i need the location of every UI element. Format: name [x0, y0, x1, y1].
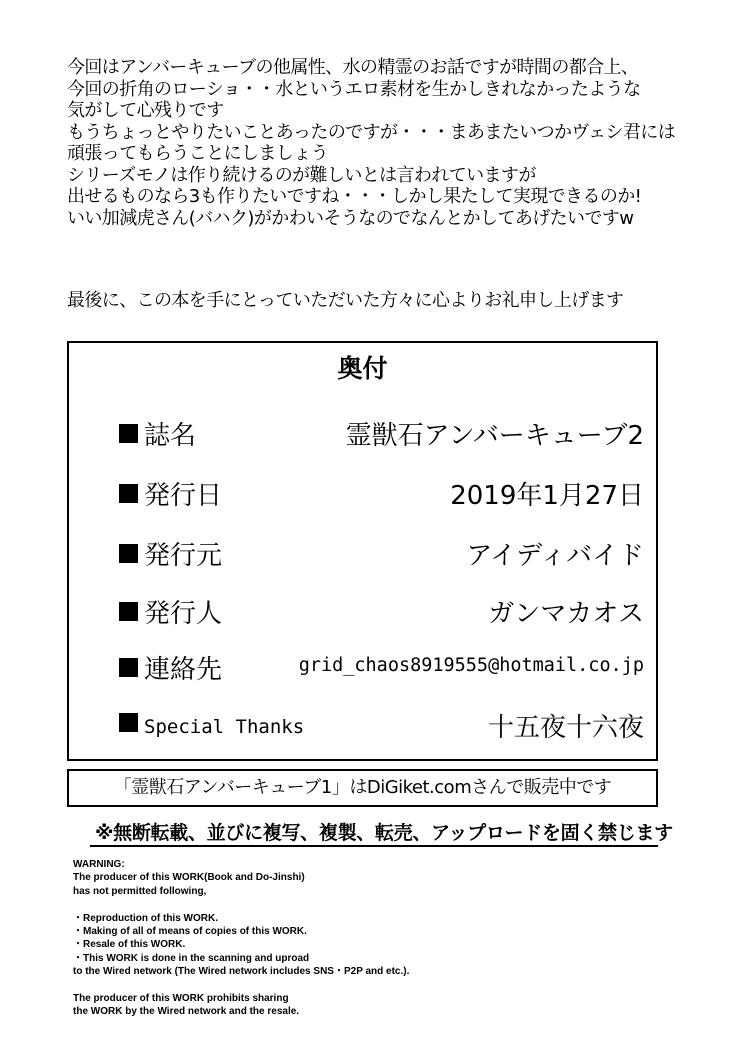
warning-heading: WARNING:: [73, 859, 125, 870]
bullet-square-icon: [119, 713, 138, 732]
warning-line: the WORK by the Wired network and the resale.: [73, 1006, 300, 1018]
divider: [90, 845, 658, 847]
warning-line: has not permitted following,: [73, 885, 207, 897]
prohibition-notice: ※無断転載、並びに複写、複製、転売、アップロードを固く禁じます: [95, 822, 673, 844]
bullet-square-icon: [119, 424, 138, 443]
row-value: アイディバイド: [466, 541, 644, 571]
row-value: 十五夜十六夜: [487, 713, 644, 743]
warning-item: ・Making of all of means of copies of this WORK.: [73, 926, 307, 938]
afterword-line: シリーズモノは作り続けるのが難しいとは言われていますが: [67, 164, 536, 186]
afterword-line: 気がして心残りです: [67, 100, 224, 121]
colophon-row-date: [119, 475, 644, 515]
sales-notice-box: 「霊獣石アンバーキューブ1」はDiGiket.comさんで販売中です: [67, 769, 658, 807]
afterword-line: 出せるものなら3も作りたいですね・・・しかし果たして実現できるのか!: [67, 186, 642, 207]
row-label: 発行元: [144, 541, 223, 571]
row-label: 発行日: [144, 481, 223, 511]
contact-email[interactable]: grid_chaos8919555@hotmail.co.jp: [298, 655, 644, 676]
colophon-row-issuer: [119, 593, 644, 633]
afterword-line: 頑張ってもらうことにしましょう: [67, 143, 328, 164]
warning-item: to the Wired network (The Wired network includes SNS・P2P and etc.).: [73, 966, 410, 978]
bullet-square-icon: [119, 544, 138, 563]
warning-line: The producer of this WORK prohibits sharing: [73, 993, 289, 1005]
row-label: 発行人: [144, 599, 223, 629]
afterword-line: もうちょっとやりたいことあったのですが・・・まあまたいつかヴェシ君には: [67, 121, 676, 143]
bullet-square-icon: [119, 484, 138, 503]
colophon-row-contact: [119, 649, 644, 689]
row-value: ガンマカオス: [488, 599, 644, 629]
afterword-line: いい加減虎さん(バハク)がかわいそうなのでなんとかしてあげたいですw: [67, 207, 634, 229]
colophon-title: 奥付: [337, 354, 388, 383]
warning-item: ・Resale of this WORK.: [73, 939, 186, 951]
warning-line: The producer of this WORK(Book and Do-Jinshi): [73, 872, 305, 884]
row-label: Special Thanks: [144, 716, 305, 738]
afterword-line: 今回はアンバーキューブの他属性、水の精霊のお話ですが時間の都合上、: [67, 57, 639, 78]
bullet-square-icon: [119, 658, 138, 677]
thanks-line: 最後に、この本を手にとっていただいた方々に心よりお礼申し上げます: [67, 290, 624, 311]
row-label: 連絡先: [144, 655, 223, 685]
row-value: 2019年1月27日: [450, 481, 644, 511]
colophon-box: [67, 341, 658, 761]
afterword: [67, 57, 707, 229]
bullet-square-icon: [119, 602, 138, 621]
row-label: 誌名: [144, 421, 197, 451]
warning-item: ・This WORK is done in the scanning and uproad: [73, 952, 310, 964]
warning-item: ・Reproduction of this WORK.: [73, 912, 218, 924]
warning-block: [73, 858, 409, 1019]
row-value: 霊獣石アンバーキューブ2: [345, 421, 644, 451]
colophon-row-title: [119, 415, 644, 455]
colophon-row-special-thanks: [119, 707, 644, 747]
colophon-row-publisher: [119, 535, 644, 575]
afterword-line: 今回の折角のローショ・・水というエロ素材を生かしきれなかったような: [67, 78, 641, 100]
